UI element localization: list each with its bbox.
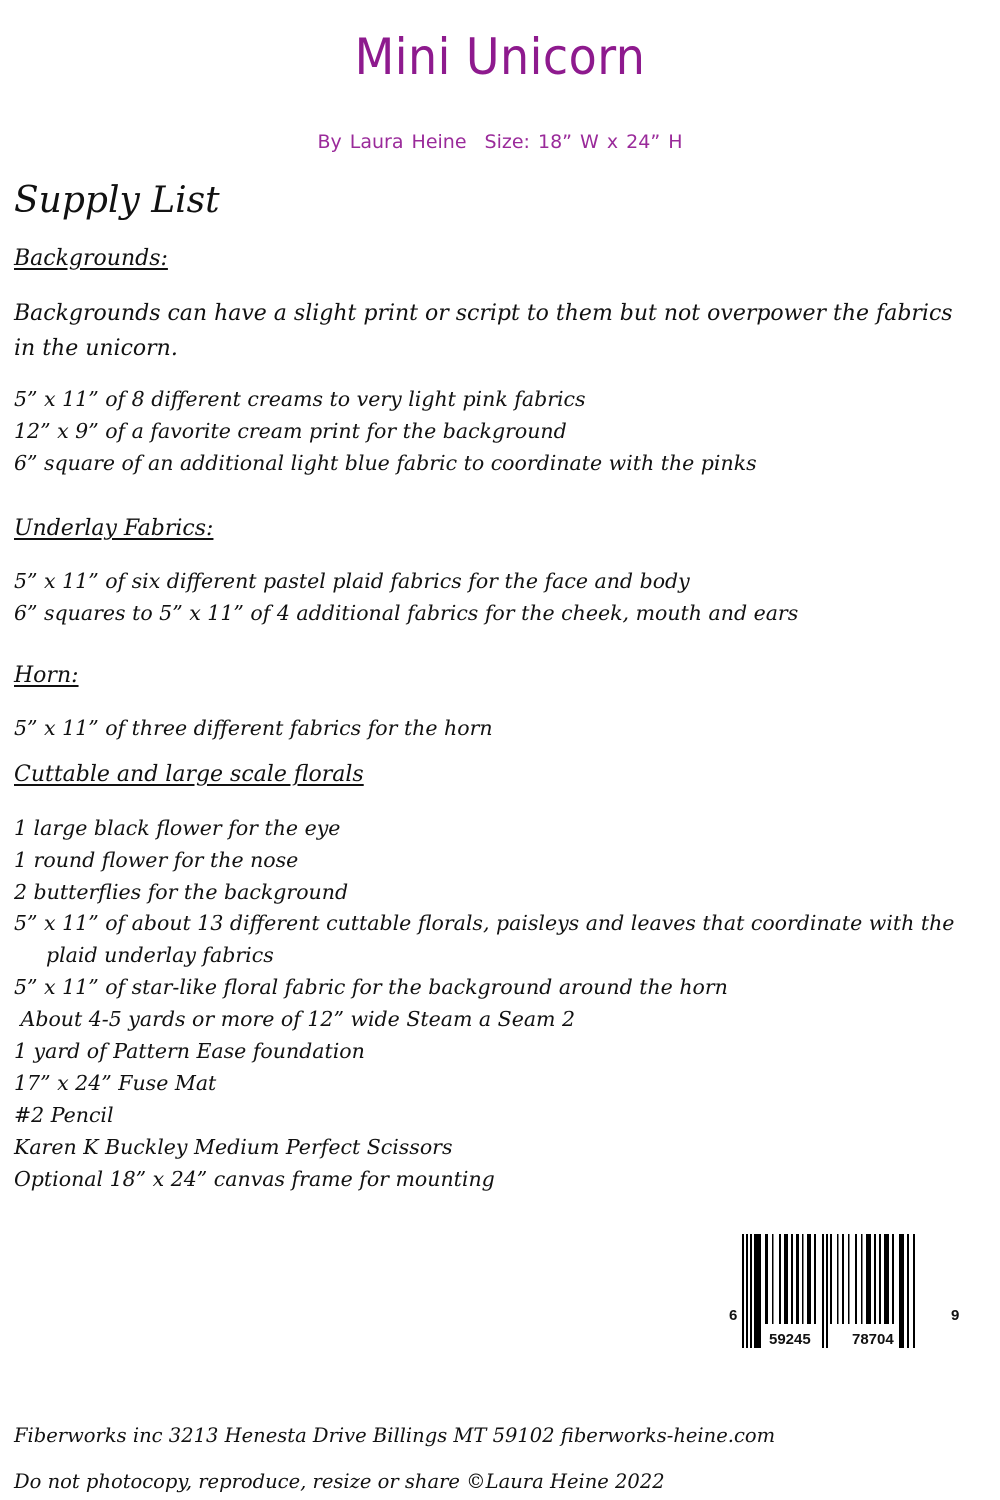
list-item: Karen K Buckley Medium Perfect Scissors <box>14 1135 453 1159</box>
list-item: 5” x 11” of six different pastel plaid fabrics for the face and body <box>14 569 690 593</box>
barcode-leading-digit: 6 <box>729 1307 738 1324</box>
list-item: 5” x 11” of about 13 different cuttable florals, paisleys and leaves that coordinate with the plaid underlay fabrics <box>14 911 955 967</box>
underlay-list <box>14 565 989 629</box>
backgrounds-list <box>14 383 989 479</box>
list-item: #2 Pencil <box>14 1103 114 1127</box>
list-item: 1 round flower for the nose <box>14 848 299 872</box>
section-heading-underlay: Underlay Fabrics: <box>14 516 214 541</box>
backgrounds-intro: Backgrounds can have a slight print or script to them but not overpower the fabrics in the unicorn. <box>14 301 953 361</box>
barcode-icon <box>727 1234 967 1352</box>
list-item: 1 large black flower for the eye <box>14 816 341 840</box>
section-heading-horn: Horn: <box>14 663 79 688</box>
byline <box>0 131 1000 153</box>
section-heading-backgrounds: Backgrounds: <box>14 246 168 271</box>
author: By Laura Heine <box>317 131 467 153</box>
publisher-address: Fiberworks inc 3213 Henesta Drive Billings MT 59102 fiberworks-heine.com <box>14 1424 776 1447</box>
barcode-check-digit: 9 <box>951 1307 960 1324</box>
list-item: 17” x 24” Fuse Mat <box>14 1071 217 1095</box>
list-item: 12” x 9” of a favorite cream print for the background <box>14 419 567 443</box>
upc-barcode <box>727 1234 967 1352</box>
list-item: 6” square of an additional light blue fabric to coordinate with the pinks <box>14 451 757 475</box>
list-item: 5” x 11” of 8 different creams to very light pink fabrics <box>14 387 586 411</box>
list-item: 5” x 11” of three different fabrics for the horn <box>14 716 493 740</box>
copyright-notice: Do not photocopy, reproduce, resize or share ©Laura Heine 2022 <box>14 1470 665 1493</box>
list-item: Optional 18” x 24” canvas frame for mounting <box>14 1167 495 1191</box>
finished-size: Size: 18” W x 24” H <box>484 131 683 153</box>
horn-list <box>14 712 989 744</box>
list-item: 5” x 11” of star-like floral fabric for the background around the horn <box>14 975 728 999</box>
section-heading-florals: Cuttable and large scale florals <box>14 762 364 787</box>
supply-list-heading: Supply List <box>14 180 220 221</box>
barcode-left-group: 59245 <box>769 1331 811 1348</box>
list-item: About 4-5 yards or more of 12” wide Steam a Seam 2 <box>14 1007 576 1031</box>
list-item: 1 yard of Pattern Ease foundation <box>14 1039 365 1063</box>
barcode-right-group: 78704 <box>852 1331 894 1348</box>
list-item: 6” squares to 5” x 11” of 4 additional fabrics for the cheek, mouth and ears <box>14 601 799 625</box>
list-item: 2 butterflies for the background <box>14 880 349 904</box>
florals-list <box>14 812 989 1195</box>
pattern-title: Mini Unicorn <box>354 28 646 86</box>
